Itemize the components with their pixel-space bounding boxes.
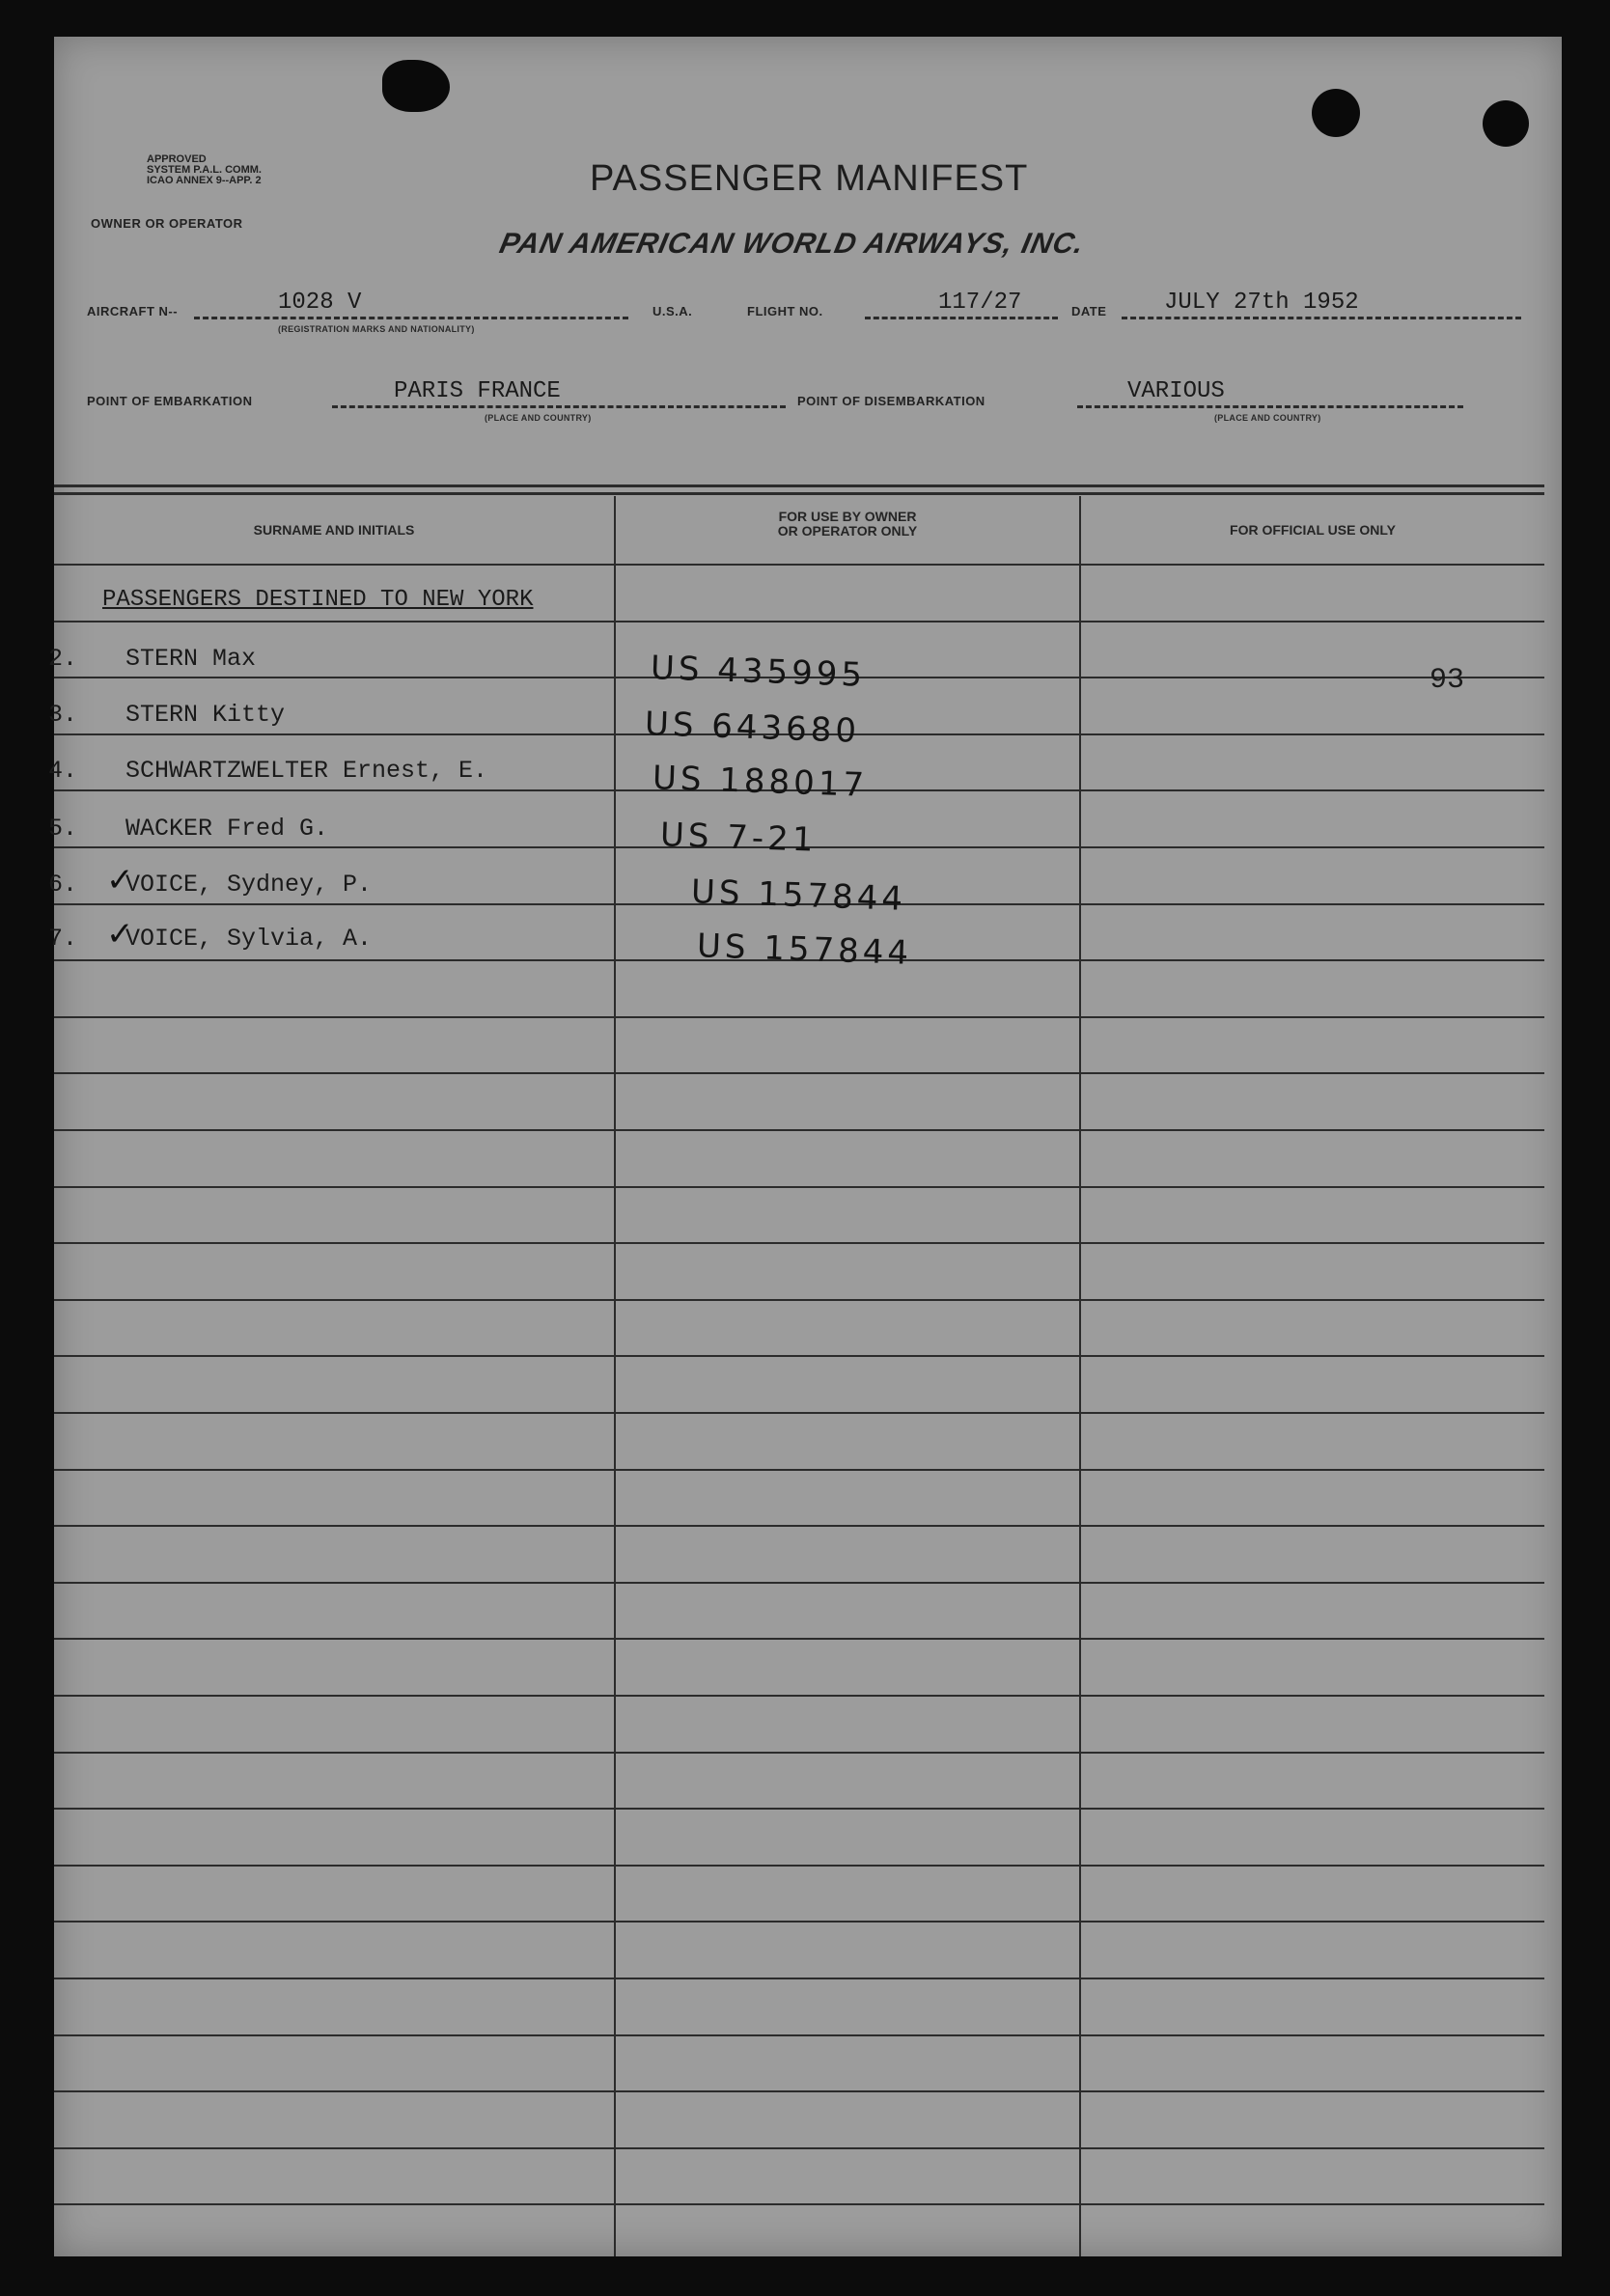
row-number: 4.: [48, 757, 78, 785]
section-heading: PASSENGERS DESTINED TO NEW YORK: [102, 587, 534, 613]
embark-label: POINT OF EMBARKATION: [87, 394, 253, 408]
passenger-name: SCHWARTZWELTER Ernest, E.: [125, 757, 488, 785]
row-number: 5.: [48, 815, 78, 843]
ruled-line: [54, 2090, 1544, 2092]
aircraft-caption: (REGISTRATION MARKS AND NATIONALITY): [278, 324, 475, 334]
ruled-line: [54, 1582, 1544, 1584]
disembark-caption: (PLACE AND COUNTRY): [1214, 413, 1321, 423]
flight-value: 117/27: [938, 290, 1022, 316]
row-number: 2.: [48, 645, 78, 673]
ruled-line: [54, 1016, 1544, 1018]
passport-note: US 7-21: [659, 816, 819, 860]
punch-hole-right: [1483, 100, 1529, 147]
ruled-line: [54, 1355, 1544, 1357]
owner-label: OWNER OR OPERATOR: [91, 216, 243, 231]
ruled-line: [54, 2147, 1544, 2149]
date-underline: [1122, 317, 1521, 319]
owner-use-line-2: OR OPERATOR ONLY: [777, 523, 918, 539]
date-label: DATE: [1071, 304, 1107, 318]
row-number: 3.: [48, 701, 78, 729]
flight-label: FLIGHT NO.: [747, 304, 823, 318]
column-header-surname: SURNAME AND INITIALS: [253, 522, 415, 538]
ruled-line: [54, 1129, 1544, 1131]
ruled-line: [54, 1808, 1544, 1810]
table-top-rule-2: [54, 492, 1544, 495]
ruled-line: [54, 1978, 1544, 1979]
table-top-rule-1: [54, 484, 1544, 487]
official-note: 93: [1430, 664, 1465, 697]
passport-note: US 157844: [690, 872, 907, 919]
ruled-line: [54, 1299, 1544, 1301]
operator-name: PAN AMERICAN WORLD AIRWAYS, INC.: [496, 228, 1088, 260]
ruled-line: [54, 621, 1544, 622]
check-mark-icon: ✓: [106, 915, 134, 954]
date-value: JULY 27th 1952: [1164, 290, 1359, 316]
passenger-name: STERN Kitty: [125, 701, 286, 729]
aircraft-value: 1028 V: [278, 290, 362, 316]
disembark-value: VARIOUS: [1127, 378, 1225, 404]
embark-value: PARIS FRANCE: [394, 378, 561, 404]
ruled-line: [54, 1186, 1544, 1188]
ruled-line: [54, 1525, 1544, 1527]
ruled-line: [54, 1695, 1544, 1697]
ruled-line: [54, 1921, 1544, 1923]
passenger-name: STERN Max: [125, 645, 257, 673]
disembark-label: POINT OF DISEMBARKATION: [797, 394, 985, 408]
ruled-line: [54, 2034, 1544, 2036]
ruled-line: [54, 1412, 1544, 1414]
column-header-owner-use: [616, 510, 1079, 539]
punch-hole-left: [1312, 89, 1360, 137]
aircraft-underline: [194, 317, 628, 319]
embark-underline: [332, 405, 786, 408]
approval-line-2: SYSTEM P.A.L. COMM.: [147, 164, 262, 176]
column-divider-1: [614, 496, 616, 2256]
embark-caption: (PLACE AND COUNTRY): [485, 413, 592, 423]
page-title: PASSENGER MANIFEST: [590, 158, 1029, 199]
passport-note: US 157844: [696, 927, 913, 973]
ruled-line: [54, 564, 1544, 566]
check-mark-icon: ✓: [106, 861, 134, 899]
aircraft-label: AIRCRAFT N--: [87, 304, 179, 318]
ruled-line: [54, 1638, 1544, 1640]
row-number: 7.: [48, 925, 78, 953]
passport-note: US 188017: [652, 759, 869, 805]
owner-use-line-1: FOR USE BY OWNER: [778, 509, 917, 524]
approval-line-1: APPROVED: [147, 153, 207, 165]
torn-corner-mark: [382, 60, 450, 112]
ruled-line: [54, 1865, 1544, 1867]
passenger-name: WACKER Fred G.: [125, 815, 329, 843]
ruled-line: [54, 2203, 1544, 2205]
ruled-line: [54, 1242, 1544, 1244]
passenger-name: VOICE, Sydney, P.: [125, 871, 373, 899]
column-header-official: FOR OFFICIAL USE ONLY: [1230, 522, 1396, 538]
passport-note: US 643680: [644, 705, 861, 751]
column-divider-2: [1079, 496, 1081, 2256]
ruled-line: [54, 1469, 1544, 1471]
flight-underline: [865, 317, 1058, 319]
ruled-line: [54, 1072, 1544, 1074]
approval-stamp: [147, 154, 262, 186]
approval-line-3: ICAO ANNEX 9--APP. 2: [147, 175, 262, 186]
ruled-line: [54, 1752, 1544, 1754]
usa-label: U.S.A.: [652, 304, 693, 318]
disembark-underline: [1077, 405, 1463, 408]
passport-note: US 435995: [650, 649, 867, 695]
passenger-name: VOICE, Sylvia, A.: [125, 925, 373, 953]
row-number: 6.: [48, 871, 78, 899]
manifest-sheet: [48, 37, 1562, 2256]
